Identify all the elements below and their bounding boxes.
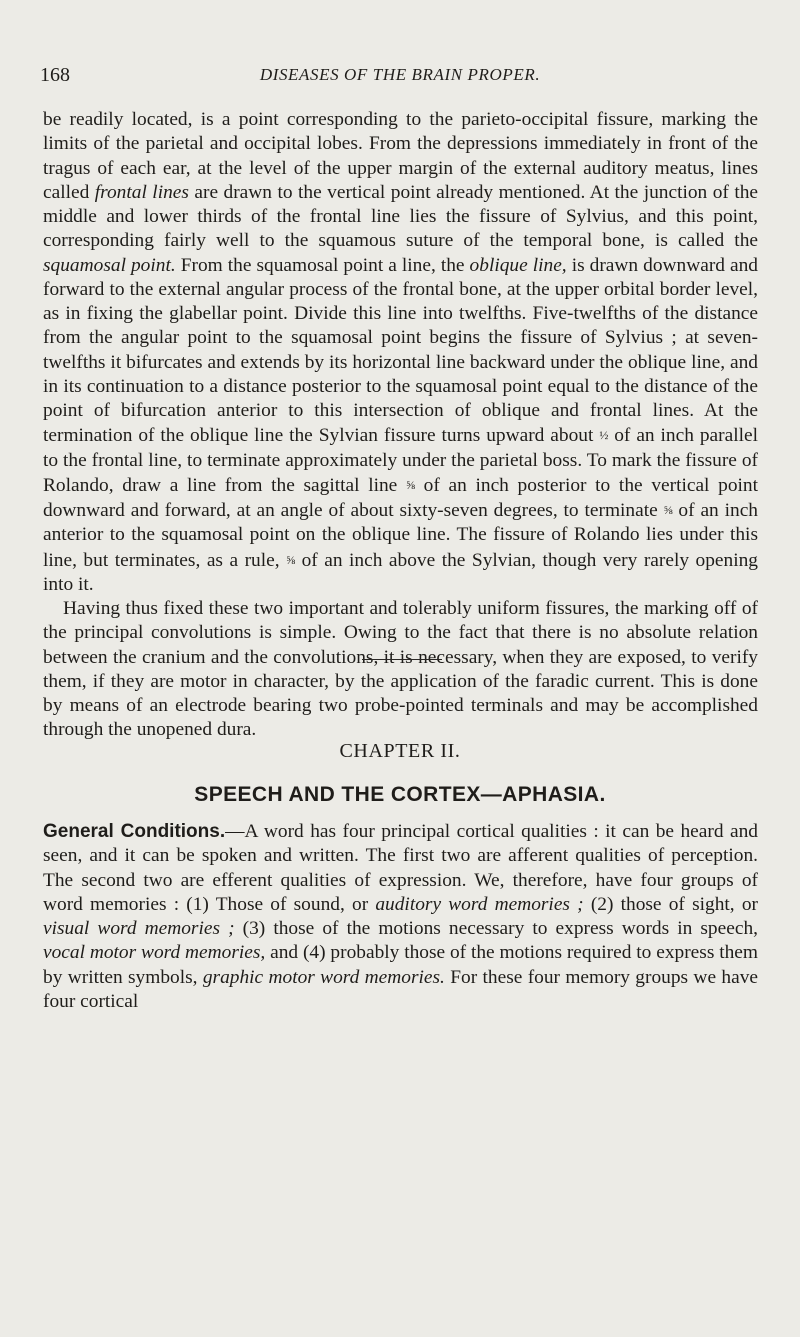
term-oblique-line: oblique line,	[469, 254, 567, 276]
chapter-title: SPEECH AND THE CORTEX—APHASIA.	[194, 783, 606, 806]
section-general-conditions	[43, 820, 758, 1014]
running-head: DISEASES OF THE BRAIN PROPER.	[259, 65, 541, 84]
fraction: ⅝	[663, 503, 673, 517]
chapter-number: CHAPTER II.	[339, 740, 461, 762]
term-visual-word-memories: visual word memories ;	[43, 918, 235, 939]
fraction: ⅝	[286, 552, 296, 567]
paragraph-convolutions: Having thus fixed these two important and tolerably uniform fissures, the marking off of the principal convolutions is simple. Owing to the fact that there is no absolute relation between the cranium and the convolutions, it is necessary, when they are exposed, to verify them, if they are motor in character, by the application of the faradic current. This is done by means of an electrode bearing two probe-pointed terminals and may be accomplished through the unopened dura.	[43, 598, 758, 741]
paragraph-fissure-marking: be readily located, is a point corresponding to the parieto-occipital fissure, marking the limits of the parietal and occipital lobes. From the depressions immediately in front of the tragus of each ear, at the level of the upper margin of the external auditory meatus, lines called frontal lines are drawn to the vertical point already mentioned. At the junction of the middle and lower thirds of the frontal line lies the fissure of Sylvius, and this point, corresponding fairly well to the squamous suture of the temporal bone, is called the squamosal point. From the squamosal point a line, the oblique line, is drawn downward and forward to the external angular process of the frontal bone, at the upper orbital border level, as in fixing the glabellar point. Divide this line into twelfths. Five-twelfths of the distance from the angular point to the squamosal point begins the fissure of Sylvius ; at seven-twelfths it bifurcates and extends by its horizontal line backward under the oblique line, and in its continuation to a distance posterior to the squamosal point equal to the distance of the point of bifurcation anterior to this intersection of oblique and frontal lines. At the termination of the oblique line the Sylvian fissure turns upward about ½ of an inch parallel to the frontal line, to terminate approximately under the parietal boss. To mark the fissure of Rolando, draw a line from the sagittal line ⅝ of an inch posterior to the vertical point downward and forward, at an angle of about sixty-seven degrees, to terminate ⅝ of an inch anterior to the squamosal point on the oblique line. The fissure of Rolando lies under this line, but terminates, as a rule, ⅝ of an inch above the Sylvian, though very rarely opening into it.	[43, 109, 759, 595]
term-frontal-lines: frontal lines	[94, 181, 189, 203]
term-vocal-motor-word-memories: vocal motor word memories,	[43, 942, 266, 964]
section-divider	[362, 659, 442, 660]
section-lead: General Conditions.	[43, 821, 226, 842]
paragraph-general-conditions: General Conditions.—A word has four principal cortical qualities : it can be heard and seen, and it can be spoken and written. The first two are afferent qualities of perception. The second two are efferent qualities of expression. We, therefore, have four groups of word memories : (1) Those of sound, or auditory word memories ; (2) those of sight, or visual word memories ; (3) those of the motions necessary to express words in speech, vocal motor word memories, and (4) probably those of the motions required to express them by written symbols, graphic motor word memories. For these four memory groups we have four cortical	[43, 821, 758, 1012]
page-header	[40, 64, 760, 90]
term-graphic-motor-word-memories: graphic motor word memories.	[202, 966, 445, 988]
term-auditory-word-memories: auditory word memories ;	[375, 893, 584, 915]
term-squamosal-point: squamosal point.	[43, 254, 176, 276]
page-number: 168	[40, 64, 70, 86]
fraction: ⅝	[405, 477, 415, 492]
body-text	[43, 108, 758, 743]
fraction: ½	[599, 428, 609, 443]
